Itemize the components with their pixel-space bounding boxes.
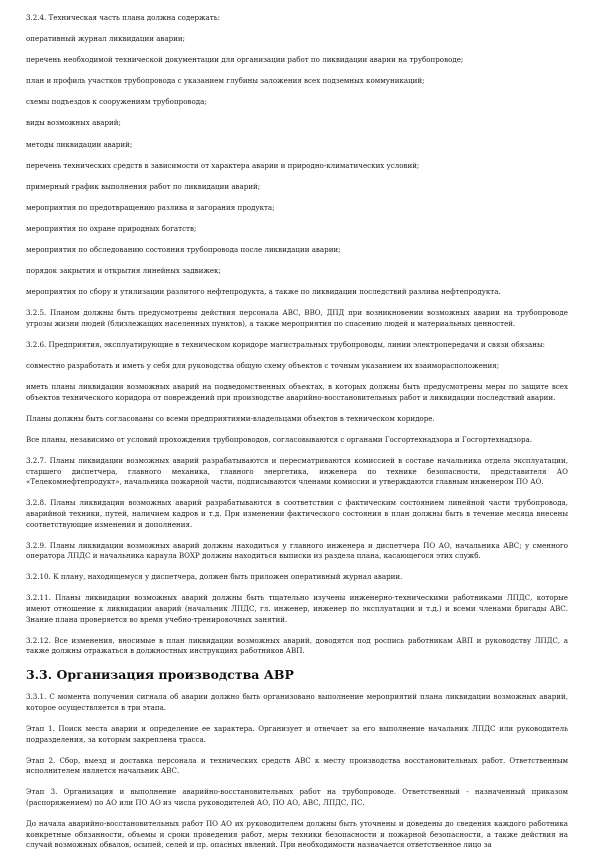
body-paragraph: 3.2.11. Планы ликвидации возможных аварий должны быть тщательно изучены инженерно-техническими работниками ЛПДС, которые имеют отношение к ликвидации аварий (начальник ЛПДС, гл. инженер, инженер по эксплуатации и т.д.) и всеми членами бригады АВС. Знание плана проверяется во время учебно-тренировочных занятий. bbox=[26, 593, 568, 624]
section-3-3-body bbox=[26, 692, 568, 851]
body-paragraph: схемы подъездов к сооружениям трубопровода; bbox=[26, 97, 207, 107]
section-3-2-body bbox=[26, 13, 568, 657]
body-paragraph: порядок закрытия и открытия линейных задвижек; bbox=[26, 266, 221, 276]
body-paragraph: До начала аварийно-восстановительных работ ПО АО их руководителем должны быть уточнены и доведены до сведения каждого работника конкретные обязанности, объемы и сроки проведения работ, меры техники безопасности и пожарной безопасности, а также действия на случай возможных обвалов, осыпей, селей и пр. опасных явлений. При необходимости назначается ответственное лицо за bbox=[26, 819, 568, 850]
body-paragraph: Планы должны быть согласованы со всеми предприятиями-владельцами объектов в техническом коридоре. bbox=[26, 413, 435, 423]
body-paragraph: 3.2.4. Техническая часть плана должна содержать: bbox=[26, 13, 220, 22]
body-paragraph: 3.3.1. С момента получения сигнала об аварии должно быть организовано выполнение мероприятий плана ликвидации возможных аварий, которое осуществляется в три этапа. bbox=[26, 692, 568, 712]
body-paragraph: план и профиль участков трубопровода с указанием глубины заложения всех подземных коммуникаций; bbox=[26, 76, 425, 86]
body-paragraph: 3.2.12. Все изменения, вносимые в план ликвидации возможных аварий, доводятся под роспись работникам АВП и руководству ЛПДС, а также должны отражаться в должностных инструкциях работников АВП. bbox=[26, 635, 568, 656]
body-paragraph: 3.2.5. Планом должны быть предусмотрены действия персонала АВС, ВВО, ДПД при возникновении возможных аварии на трубопроводе угрозы жизни людей (близлежащих населенных пунктов), а также мероприятия по спасению людей и материальных ценностей. bbox=[26, 308, 568, 328]
document-page bbox=[26, 13, 568, 861]
body-paragraph: мероприятия по обследованию состояния трубопровода после ликвидации аварии; bbox=[26, 245, 341, 255]
body-paragraph: иметь планы ликвидации возможных аварий на подведомственных объектах, в которых должны быть предусмотрены меры по защите всех объектов технического коридора от повреждений при производстве аварийно-восстановительных работ и ликвидации последствий аварии. bbox=[26, 382, 568, 402]
body-paragraph: 3.2.10. К плану, находящемуся у диспетчера, должен быть приложен оперативный журнал аварии. bbox=[26, 572, 403, 582]
body-paragraph: мероприятия по предотвращению разлива и загорания продукта; bbox=[26, 202, 275, 212]
body-paragraph: оперативный журнал ликвидации аварии; bbox=[26, 34, 186, 44]
body-paragraph: мероприятия по сбору и утилизации разлитого нефтепродукта, а также по ликвидации последствий разлива нефтепродукта. bbox=[26, 287, 501, 297]
body-paragraph: Все планы, независимо от условий прохождения трубопроводов, согласовываются с органами Госгортехнадзора и Госгортехнадзора. bbox=[26, 434, 532, 444]
body-paragraph: Этап 3. Организация и выполнение аварийно-восстановительных работ на трубопроводе. Ответственный - назначенный приказом (распоряжением) по АО или ПО АО из числа руководителей АО, ПО АО, АВС, ЛПДС, ПС. bbox=[26, 787, 568, 808]
body-paragraph: примерный график выполнения работ по ликвидации аварий; bbox=[26, 181, 261, 191]
body-paragraph: Этап 1. Поиск места аварии и определение ее характера. Организует и отвечает за его выполнение начальник ЛПДС или руководитель подразделения, за которым закреплена трасса. bbox=[26, 724, 568, 744]
body-paragraph: 3.2.8. Планы ликвидации возможных аварий разрабатываются в соответствии с фактическим состоянием линейной части трубопровода, аварийной техники, путей, наличием кадров и т.д. При изменении фактического состояния в план должны быть в течение месяца внесены соответствующие изменения и дополнения. bbox=[26, 498, 568, 529]
body-paragraph: 3.2.7. Планы ликвидации возможных аварий разрабатываются и пересматриваются комиссией в составе начальника отдела эксплуатации, старшего диспетчера, главного механика, главного энергетика, инженера по технике безопасности, представителя АО «Телекомнефтепродукт», начальника пожарной части, подписываются членами комиссии и утверждаются главным инженером ПО АО. bbox=[26, 456, 568, 487]
body-paragraph: совместно разработать и иметь у себя для руководства общую схему объектов с точным указанием их взаиморасположения; bbox=[26, 361, 500, 371]
body-paragraph: методы ликвидации аварий; bbox=[26, 139, 133, 149]
body-paragraph: 3.2.9. Планы ликвидации возможных аварий должны находиться у главного инженера и диспетчера ПО АО, начальника АВС; у сменного оператора ЛПДС и начальника караула ВОХР должны находиться выписки из раздела плана, касающегося этих служб. bbox=[26, 540, 568, 561]
body-paragraph: Этап 2. Сбор, выезд и доставка персонала и технических средств АВС к месту производства восстановительных работ. Ответственным исполнителем является начальник АВС. bbox=[26, 755, 568, 776]
body-paragraph: мероприятия по охране природных богатств; bbox=[26, 223, 197, 233]
body-paragraph: 3.2.6. Предприятия, эксплуатирующие в техническом коридоре магистральных трубопроводы, линии электропередачи и связи обязаны: bbox=[26, 340, 546, 349]
body-paragraph: виды возможных аварий; bbox=[26, 118, 121, 128]
section-heading: 3.3. Организация производства АВР bbox=[26, 667, 294, 683]
body-paragraph: перечень необходимой технической документации для организации работ по ликвидации аварии на трубопроводе; bbox=[26, 55, 464, 65]
body-paragraph: перечень технических средств в зависимости от характера аварии и природно-климатических условий; bbox=[26, 160, 420, 170]
